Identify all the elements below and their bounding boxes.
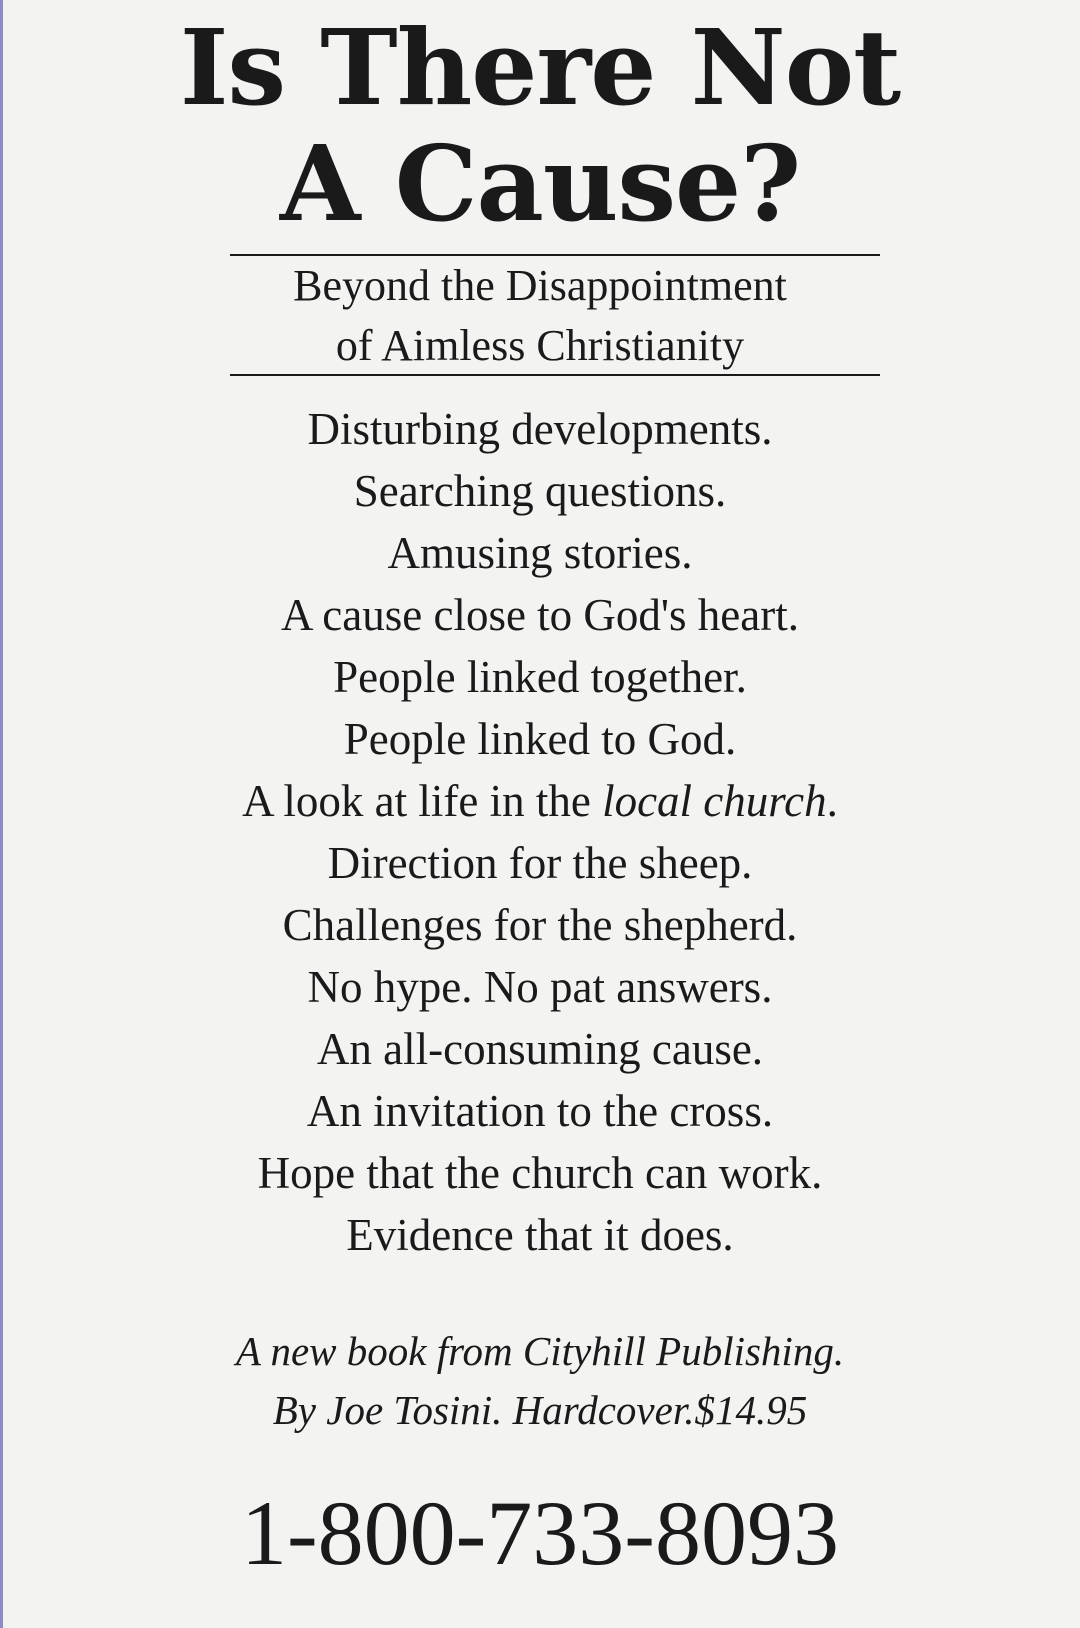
feature-item: People linked to God. [343,714,737,764]
feature-item: People linked together. [333,652,747,702]
feature-item: Challenges for the shepherd. [282,900,798,950]
book-subtitle [0,256,1080,376]
subtitle-line-2: of Aimless Christianity [335,321,745,370]
feature-item: Amusing stories. [387,528,693,578]
feature-item: An invitation to the cross. [306,1086,774,1136]
feature-item: An all-consuming cause. [316,1024,764,1074]
phone-number: 1-800-733-8093 [241,1482,839,1584]
feature-item: Hope that the church can work. [257,1148,823,1198]
feature-text: A look at life in the [242,776,603,826]
publisher-info [0,1322,1080,1440]
feature-list [0,398,1080,1266]
feature-suffix: . [826,776,838,826]
feature-item: No hype. No pat answers. [307,962,773,1012]
book-title [0,6,1080,245]
subtitle-rule-bottom [230,374,880,376]
feature-emphasis: local church [602,776,827,826]
title-line-1: Is There Not [179,6,901,129]
feature-item: Direction for the sheep. [327,838,753,888]
feature-item: Searching questions. [353,466,727,516]
publisher-line-2: By Joe Tosini. Hardcover.$14.95 [272,1387,808,1433]
feature-item: Disturbing developments. [307,404,773,454]
subtitle-line-1: Beyond the Disappointment [293,261,787,310]
feature-item: A cause close to God's heart. [281,590,799,640]
publisher-line-1: A new book from Cityhill Publishing. [235,1328,845,1374]
feature-item: Evidence that it does. [346,1210,734,1260]
title-line-2: A Cause? [279,122,801,245]
feature-item [0,770,1080,832]
